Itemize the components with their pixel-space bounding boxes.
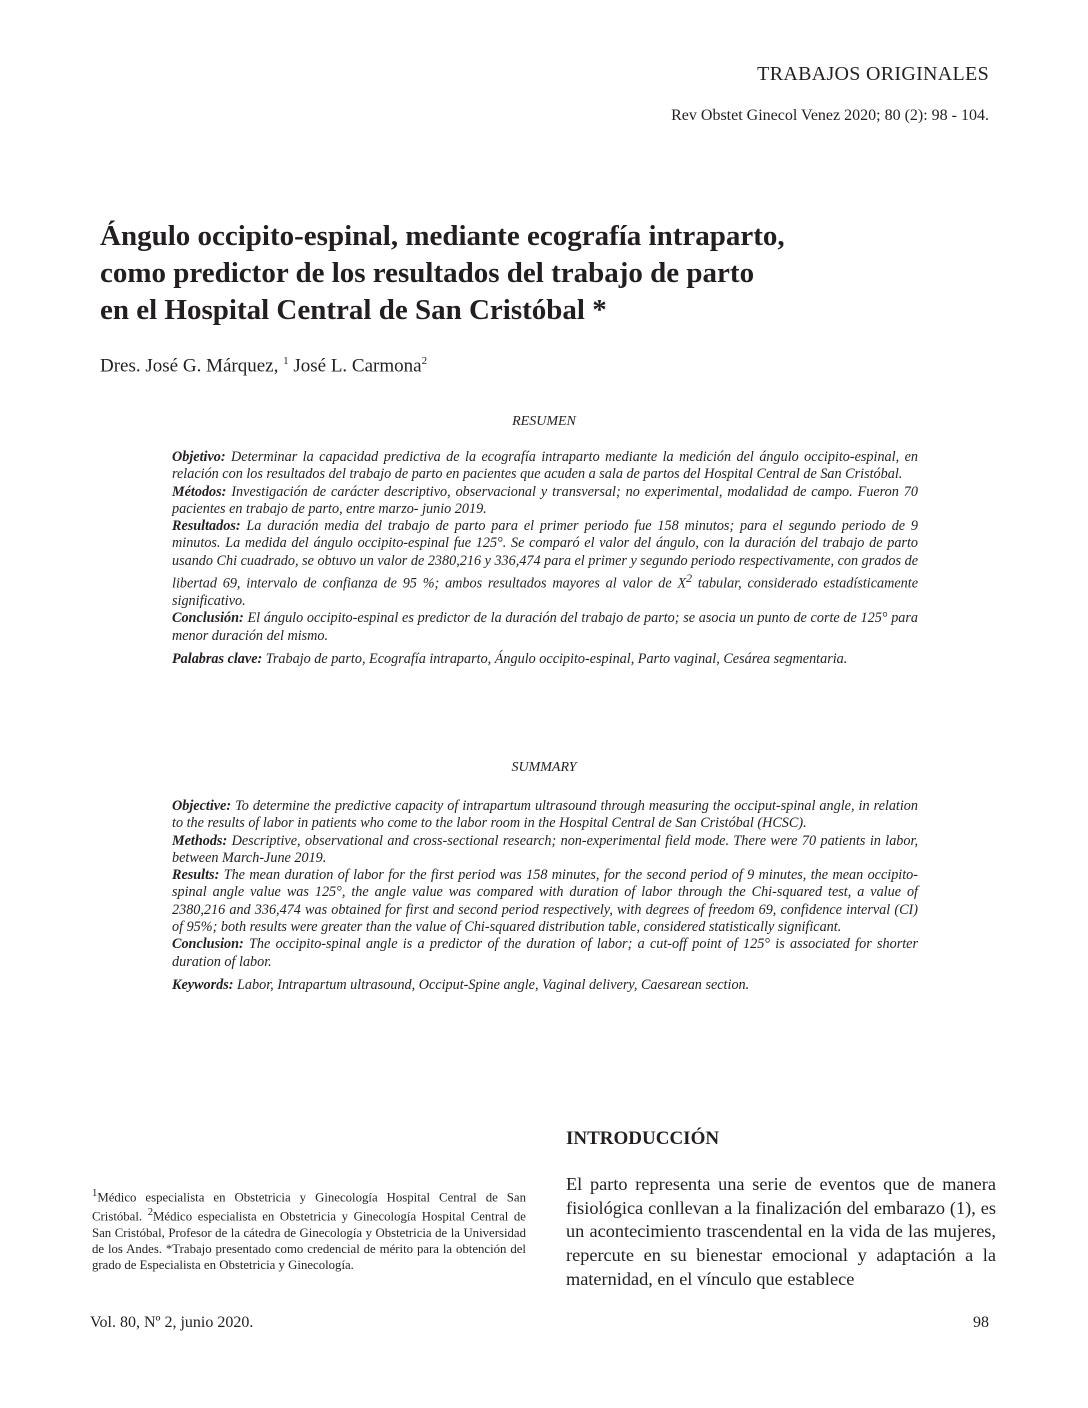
summary-objective (172, 798, 918, 833)
footnote-part-1: Médico especialista en Obstetricia y Ginecología Hospital Central de San Cristóbal. (92, 1190, 526, 1224)
footnote-sup-1: 1 (92, 1188, 98, 1199)
footer-volume: Vol. 80, Nº 2, junio 2020. (90, 1314, 254, 1331)
section-label: TRABAJOS ORIGINALES (757, 63, 989, 85)
footnote-sup-2: 2 (147, 1207, 154, 1219)
title-line-1: Ángulo occipito-espinal, mediante ecografía intraparto, (100, 220, 785, 252)
journal-citation: Rev Obstet Ginecol Venez 2020; 80 (2): 98 - 104. (671, 107, 989, 124)
author-1: Dres. José G. Márquez, (100, 355, 279, 377)
summary-body (172, 798, 918, 994)
title-line-2: como predictor de los resultados del trabajo de parto (100, 257, 755, 289)
authors (100, 355, 427, 377)
introduction-heading: INTRODUCCIÓN (566, 1128, 720, 1149)
resumen-objetivo (172, 449, 918, 484)
resumen-heading: RESUMEN (512, 414, 576, 429)
author-2: José L. Carmona (288, 355, 422, 377)
footnote-part-2: Médico especialista en Obstetricia y Ginecología Hospital Central de San Cristóbal, Profesor de la cátedra de Ginecología y Obstetricia de la Universidad de los Andes. *Trabajo presentado como credencial de mérito para la obtención del grado de Especialista en Obstetricia y Ginecología. (92, 1209, 526, 1273)
title-line-3: en el Hospital Central de San Cristóbal * (100, 294, 607, 326)
resumen-resultados-sup: 2 (686, 571, 693, 586)
introduction-text: El parto representa una serie de eventos que de manera fisiológica conllevan a la finalización del embarazo (1), es un acontecimiento trascendental en la vida de las mujeres, repercute en su bienestar emocional y adaptación a la maternidad, en el vínculo que establece (566, 1174, 996, 1289)
resumen-body (172, 449, 918, 668)
resumen-resultados-tail: tabular, considerado estadísticamente significativo. (172, 575, 918, 610)
resumen-keywords (172, 651, 918, 668)
resumen-resultados (172, 518, 918, 610)
resumen-resultados-label: Resultados: (172, 518, 241, 535)
summary-methods (172, 833, 918, 868)
resumen-objetivo-label: Objetivo: (172, 449, 226, 465)
resumen-resultados-text: La duración media del trabajo de parto para el primer periodo fue 158 minutos; para el segundo periodo de 9 minutos. La medida del ángulo occipito-espinal fue 125°. Se comparó el valor del ángulo, con la duración del trabajo de parto usando Chi cuadrado, se obtuvo un valor de 2380,216 y 336,474 para el primer y segundo periodo respectivamente, con grados de libertad 69, intervalo de confianza de 95 %; ambos resultados mayores al valor de X (172, 518, 918, 592)
summary-objective-label: Objective: (172, 798, 232, 814)
article-title (100, 218, 980, 329)
summary-heading: SUMMARY (511, 760, 577, 775)
summary-results (172, 867, 918, 936)
summary-keywords-label: Keywords: (172, 976, 234, 993)
summary-objective-text: To determine the predictive capacity of intrapartum ultrasound through measuring the occiput-spinal angle, in relation to the results of labor in patients who come to the labor room in the Hospital Central de San Cristóbal (HCSC). (172, 798, 918, 832)
resumen-conclusion-text: El ángulo occipito-espinal es predictor de la duración del trabajo de parto; se asocia un punto de corte de 125° para menor duración del mismo. (172, 610, 918, 644)
resumen-metodos-label: Métodos: (172, 483, 227, 500)
summary-keywords-text: Labor, Intrapartum ultrasound, Occiput-Spine angle, Vaginal delivery, Caesarean section. (233, 976, 750, 993)
author-2-affiliation: 2 (421, 355, 428, 367)
author-1-affiliation: 1 (283, 355, 289, 367)
summary-methods-text: Descriptive, observational and cross-sectional research; non-experimental field mode. There were 70 patients in labor, between March-June 2019. (172, 832, 918, 866)
summary-methods-label: Methods: (172, 832, 228, 849)
resumen-conclusion-label: Conclusión: (172, 610, 244, 627)
resumen-metodos (172, 484, 918, 519)
resumen-conclusion (172, 610, 918, 645)
summary-keywords (172, 977, 918, 994)
resumen-objetivo-text: Determinar la capacidad predictiva de la ecografía intraparto mediante la medición del ángulo occipito-espinal, en relación con los resultados del trabajo de parto en pacientes que acuden a sala de partos del Hospital Central de San Cristóbal. (172, 449, 918, 483)
summary-conclusion-label: Conclusion: (172, 936, 244, 953)
summary-conclusion (172, 936, 918, 971)
affiliation-footnote (92, 1186, 526, 1274)
resumen-keywords-text: Trabajo de parto, Ecografía intraparto, Ángulo occipito-espinal, Parto vaginal, Cesárea segmentaria. (262, 651, 848, 667)
summary-conclusion-text: The occipito-spinal angle is a predictor of the duration of labor; a cut-off point of 125° is associated for shorter duration of labor. (172, 936, 918, 970)
summary-results-label: Results: (172, 867, 220, 884)
resumen-keywords-label: Palabras clave: (172, 651, 263, 667)
summary-results-text: The mean duration of labor for the first period was 158 minutes, for the second period of 9 minutes, the mean occipito-spinal angle value was 125°, the angle value was compared with duration of labor through the Chi-squared test, a value of 2380,216 and 336,474 was obtained for first and second period respectively, with degrees of freedom 69, confidence interval (CI) of 95%; both results were greater than the value of Chi-squared distribution table, considered statistically significant. (172, 867, 918, 936)
page-number: 98 (973, 1314, 989, 1331)
resumen-metodos-text: Investigación de carácter descriptivo, observacional y transversal; no experimental, modalidad de campo. Fueron 70 pacientes en trabajo de parto, entre marzo- junio 2019. (172, 483, 918, 517)
